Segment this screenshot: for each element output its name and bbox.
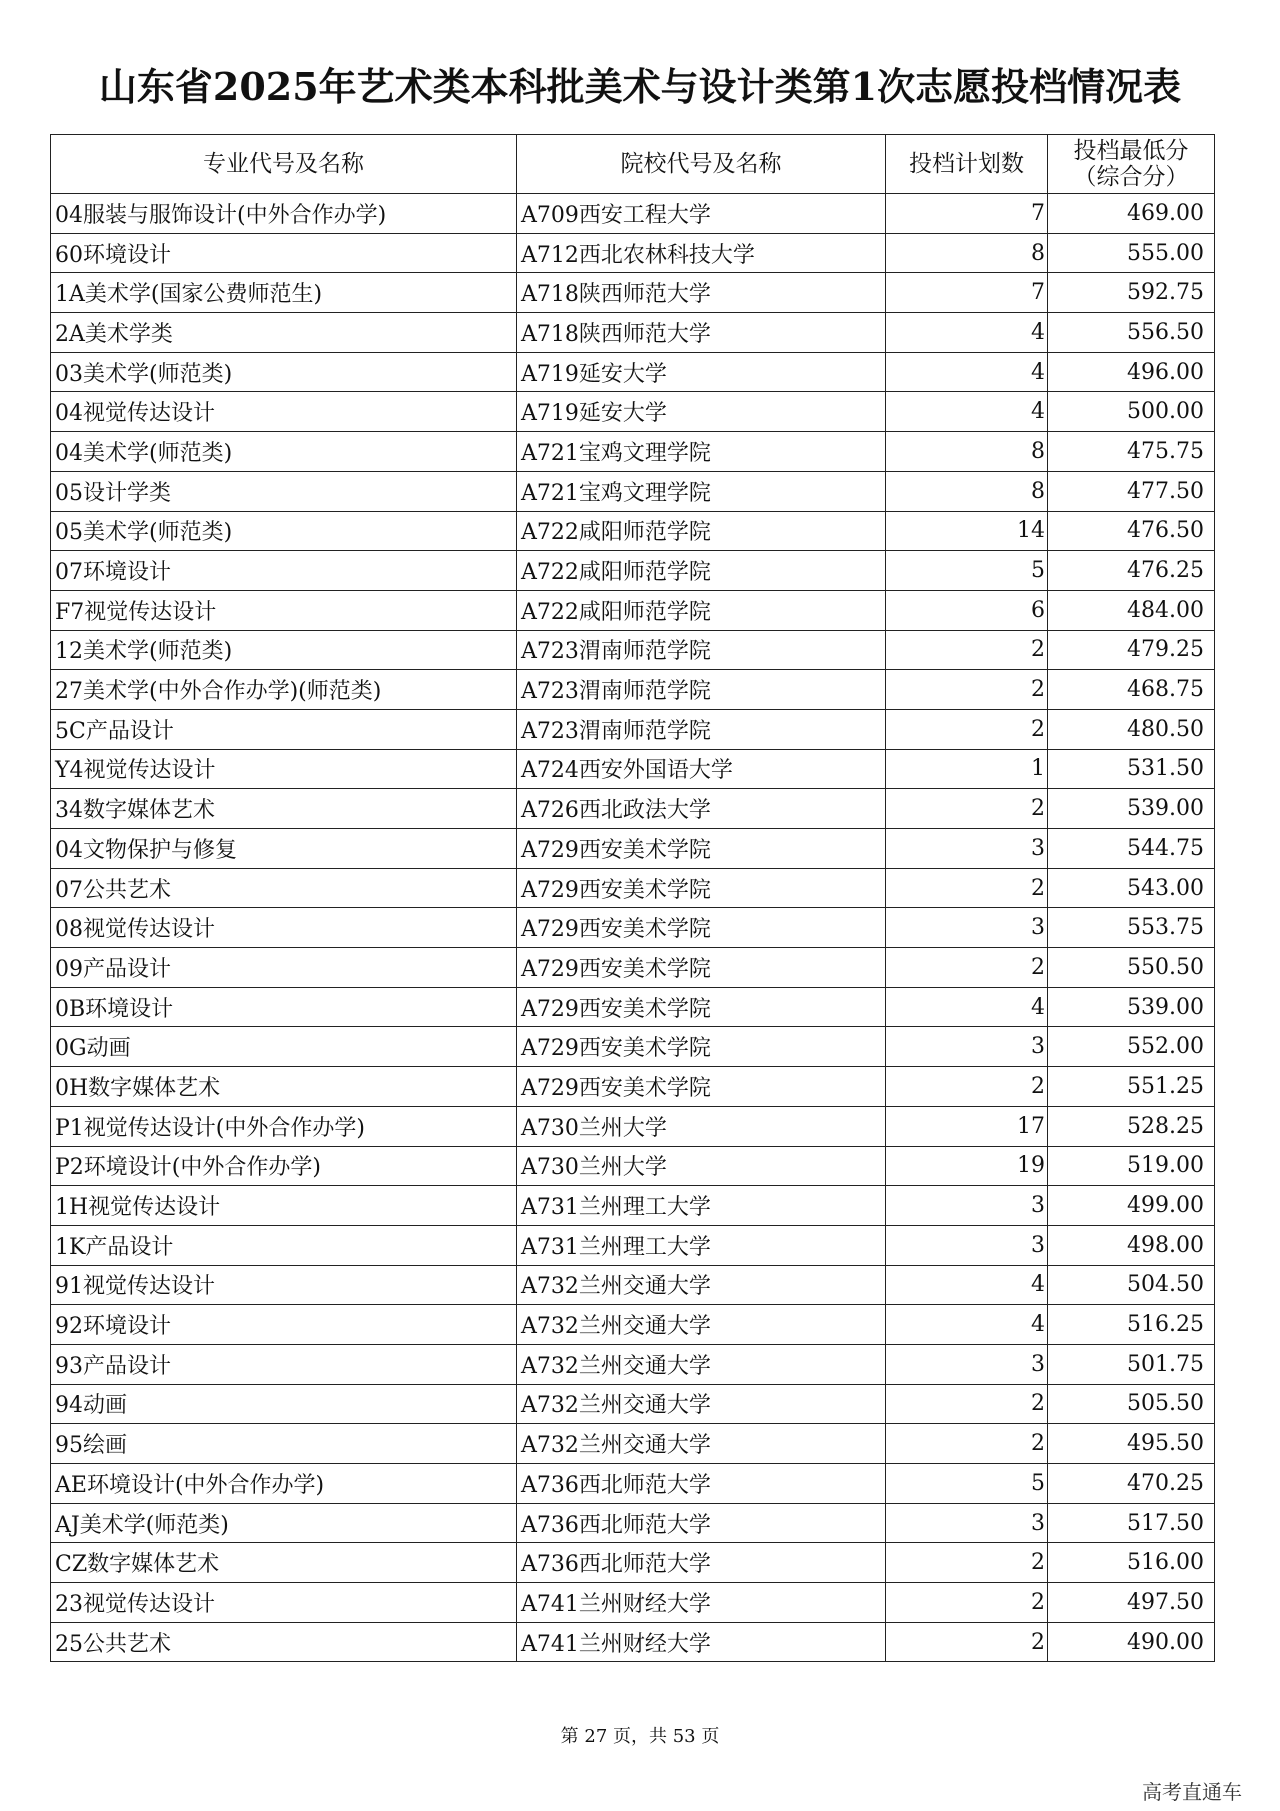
school-cell: A732兰州交通大学	[517, 1344, 886, 1384]
table-row	[51, 829, 1215, 869]
school-cell: A736西北师范大学	[517, 1543, 886, 1583]
plan-cell: 8	[886, 432, 1048, 472]
major-cell: 25公共艺术	[51, 1622, 517, 1662]
score-cell: 543.00	[1048, 868, 1215, 908]
school-cell: A732兰州交通大学	[517, 1305, 886, 1345]
plan-cell: 3	[886, 1027, 1048, 1067]
table-row	[51, 1265, 1215, 1305]
school-cell: A726西北政法大学	[517, 789, 886, 829]
watermark: 高考直通车	[1142, 1780, 1242, 1804]
school-cell: A723渭南师范学院	[517, 630, 886, 670]
major-cell: 07环境设计	[51, 551, 517, 591]
score-cell: 469.00	[1048, 194, 1215, 234]
score-cell: 592.75	[1048, 273, 1215, 313]
score-cell: 519.00	[1048, 1146, 1215, 1186]
score-cell: 484.00	[1048, 590, 1215, 630]
table-row	[51, 1186, 1215, 1226]
school-cell: A718陕西师范大学	[517, 273, 886, 313]
table-row	[51, 908, 1215, 948]
header-major: 专业代号及名称	[51, 135, 517, 194]
score-cell: 556.50	[1048, 313, 1215, 353]
table-row	[51, 392, 1215, 432]
table-row	[51, 1067, 1215, 1107]
school-cell: A732兰州交通大学	[517, 1424, 886, 1464]
table-row	[51, 630, 1215, 670]
plan-cell: 5	[886, 551, 1048, 591]
school-cell: A729西安美术学院	[517, 868, 886, 908]
table-row	[51, 1464, 1215, 1504]
plan-cell: 2	[886, 868, 1048, 908]
table-row	[51, 313, 1215, 353]
table-row	[51, 948, 1215, 988]
major-cell: 07公共艺术	[51, 868, 517, 908]
score-cell: 552.00	[1048, 1027, 1215, 1067]
score-cell: 528.25	[1048, 1106, 1215, 1146]
major-cell: 1A美术学(国家公费师范生)	[51, 273, 517, 313]
plan-cell: 3	[886, 1344, 1048, 1384]
header-plan: 投档计划数	[886, 135, 1048, 194]
table-row	[51, 749, 1215, 789]
plan-cell: 19	[886, 1146, 1048, 1186]
plan-cell: 2	[886, 948, 1048, 988]
table-row	[51, 273, 1215, 313]
plan-cell: 2	[886, 1543, 1048, 1583]
table-row	[51, 1583, 1215, 1623]
table-row	[51, 868, 1215, 908]
plan-cell: 3	[886, 1503, 1048, 1543]
score-cell: 497.50	[1048, 1583, 1215, 1623]
major-cell: 0H数字媒体艺术	[51, 1067, 517, 1107]
score-cell: 498.00	[1048, 1225, 1215, 1265]
plan-cell: 4	[886, 987, 1048, 1027]
school-cell: A731兰州理工大学	[517, 1225, 886, 1265]
major-cell: 04视觉传达设计	[51, 392, 517, 432]
table-row	[51, 1027, 1215, 1067]
plan-cell: 2	[886, 1622, 1048, 1662]
score-cell: 495.50	[1048, 1424, 1215, 1464]
plan-cell: 2	[886, 670, 1048, 710]
plan-cell: 6	[886, 590, 1048, 630]
table-row	[51, 551, 1215, 591]
school-cell: A722咸阳师范学院	[517, 590, 886, 630]
school-cell: A741兰州财经大学	[517, 1583, 886, 1623]
school-cell: A718陕西师范大学	[517, 313, 886, 353]
score-cell: 516.00	[1048, 1543, 1215, 1583]
major-cell: 91视觉传达设计	[51, 1265, 517, 1305]
school-cell: A719延安大学	[517, 392, 886, 432]
plan-cell: 2	[886, 709, 1048, 749]
school-cell: A729西安美术学院	[517, 948, 886, 988]
school-cell: A721宝鸡文理学院	[517, 432, 886, 472]
school-cell: A729西安美术学院	[517, 829, 886, 869]
table-row	[51, 1106, 1215, 1146]
major-cell: 04文物保护与修复	[51, 829, 517, 869]
plan-cell: 2	[886, 1424, 1048, 1464]
major-cell: 05美术学(师范类)	[51, 511, 517, 551]
score-cell: 475.75	[1048, 432, 1215, 472]
table-row	[51, 1225, 1215, 1265]
major-cell: 12美术学(师范类)	[51, 630, 517, 670]
major-cell: 93产品设计	[51, 1344, 517, 1384]
major-cell: 60环境设计	[51, 233, 517, 273]
school-cell: A730兰州大学	[517, 1106, 886, 1146]
school-cell: A719延安大学	[517, 352, 886, 392]
major-cell: 23视觉传达设计	[51, 1583, 517, 1623]
score-cell: 476.50	[1048, 511, 1215, 551]
table-row	[51, 590, 1215, 630]
header-score	[1048, 135, 1215, 194]
header-school: 院校代号及名称	[517, 135, 886, 194]
table-row	[51, 709, 1215, 749]
admission-table-container	[50, 134, 1214, 1662]
plan-cell: 4	[886, 1305, 1048, 1345]
major-cell: CZ数字媒体艺术	[51, 1543, 517, 1583]
table-row	[51, 511, 1215, 551]
table-row	[51, 432, 1215, 472]
major-cell: AE环境设计(中外合作办学)	[51, 1464, 517, 1504]
school-cell: A722咸阳师范学院	[517, 511, 886, 551]
table-row	[51, 789, 1215, 829]
table-row	[51, 1146, 1215, 1186]
score-cell: 550.50	[1048, 948, 1215, 988]
plan-cell: 4	[886, 1265, 1048, 1305]
major-cell: 94动画	[51, 1384, 517, 1424]
score-cell: 501.75	[1048, 1344, 1215, 1384]
school-cell: A732兰州交通大学	[517, 1384, 886, 1424]
score-cell: 539.00	[1048, 789, 1215, 829]
plan-cell: 2	[886, 789, 1048, 829]
school-cell: A729西安美术学院	[517, 1027, 886, 1067]
table-row	[51, 1503, 1215, 1543]
table-body	[51, 194, 1215, 1662]
page-number: 第 27 页，共 53 页	[560, 1726, 720, 1747]
plan-cell: 2	[886, 630, 1048, 670]
plan-cell: 3	[886, 1186, 1048, 1226]
plan-cell: 2	[886, 1067, 1048, 1107]
school-cell: A736西北师范大学	[517, 1464, 886, 1504]
score-cell: 490.00	[1048, 1622, 1215, 1662]
header-score-line1: 投档最低分	[1073, 138, 1189, 164]
score-cell: 544.75	[1048, 829, 1215, 869]
plan-cell: 4	[886, 392, 1048, 432]
plan-cell: 4	[886, 313, 1048, 353]
score-cell: 555.00	[1048, 233, 1215, 273]
major-cell: 04美术学(师范类)	[51, 432, 517, 472]
score-cell: 470.25	[1048, 1464, 1215, 1504]
school-cell: A729西安美术学院	[517, 987, 886, 1027]
score-cell: 480.50	[1048, 709, 1215, 749]
major-cell: 95绘画	[51, 1424, 517, 1464]
plan-cell: 8	[886, 233, 1048, 273]
school-cell: A736西北师范大学	[517, 1503, 886, 1543]
major-cell: 5C产品设计	[51, 709, 517, 749]
major-cell: P2环境设计(中外合作办学)	[51, 1146, 517, 1186]
major-cell: 34数字媒体艺术	[51, 789, 517, 829]
table-row	[51, 471, 1215, 511]
plan-cell: 4	[886, 352, 1048, 392]
school-cell: A721宝鸡文理学院	[517, 471, 886, 511]
score-cell: 505.50	[1048, 1384, 1215, 1424]
major-cell: 2A美术学类	[51, 313, 517, 353]
score-cell: 500.00	[1048, 392, 1215, 432]
school-cell: A712西北农林科技大学	[517, 233, 886, 273]
school-cell: A729西安美术学院	[517, 908, 886, 948]
school-cell: A730兰州大学	[517, 1146, 886, 1186]
plan-cell: 3	[886, 1225, 1048, 1265]
major-cell: Y4视觉传达设计	[51, 749, 517, 789]
school-cell: A724西安外国语大学	[517, 749, 886, 789]
score-cell: 553.75	[1048, 908, 1215, 948]
table-header-row	[51, 135, 1215, 194]
plan-cell: 8	[886, 471, 1048, 511]
major-cell: 1H视觉传达设计	[51, 1186, 517, 1226]
table-row	[51, 233, 1215, 273]
plan-cell: 7	[886, 194, 1048, 234]
school-cell: A741兰州财经大学	[517, 1622, 886, 1662]
score-cell: 468.75	[1048, 670, 1215, 710]
header-score-line2: （综合分）	[1073, 164, 1189, 190]
major-cell: 08视觉传达设计	[51, 908, 517, 948]
score-cell: 551.25	[1048, 1067, 1215, 1107]
score-cell: 479.25	[1048, 630, 1215, 670]
page-title: 山东省2025年艺术类本科批美术与设计类第1次志愿投档情况表	[98, 64, 1182, 109]
table-row	[51, 1543, 1215, 1583]
plan-cell: 5	[886, 1464, 1048, 1504]
table-row	[51, 1384, 1215, 1424]
plan-cell: 2	[886, 1583, 1048, 1623]
major-cell: 92环境设计	[51, 1305, 517, 1345]
plan-cell: 17	[886, 1106, 1048, 1146]
major-cell: F7视觉传达设计	[51, 590, 517, 630]
score-cell: 476.25	[1048, 551, 1215, 591]
score-cell: 516.25	[1048, 1305, 1215, 1345]
score-cell: 539.00	[1048, 987, 1215, 1027]
school-cell: A723渭南师范学院	[517, 670, 886, 710]
major-cell: 1K产品设计	[51, 1225, 517, 1265]
major-cell: 03美术学(师范类)	[51, 352, 517, 392]
score-cell: 517.50	[1048, 1503, 1215, 1543]
major-cell: 0B环境设计	[51, 987, 517, 1027]
table-row	[51, 1305, 1215, 1345]
score-cell: 531.50	[1048, 749, 1215, 789]
major-cell: P1视觉传达设计(中外合作办学)	[51, 1106, 517, 1146]
table-row	[51, 1424, 1215, 1464]
school-cell: A709西安工程大学	[517, 194, 886, 234]
plan-cell: 1	[886, 749, 1048, 789]
admission-table	[50, 134, 1215, 1662]
school-cell: A732兰州交通大学	[517, 1265, 886, 1305]
table-row	[51, 1622, 1215, 1662]
table-row	[51, 670, 1215, 710]
plan-cell: 2	[886, 1384, 1048, 1424]
table-row	[51, 352, 1215, 392]
school-cell: A729西安美术学院	[517, 1067, 886, 1107]
major-cell: 27美术学(中外合作办学)(师范类)	[51, 670, 517, 710]
score-cell: 504.50	[1048, 1265, 1215, 1305]
major-cell: 0G动画	[51, 1027, 517, 1067]
table-row	[51, 194, 1215, 234]
major-cell: 09产品设计	[51, 948, 517, 988]
table-row	[51, 987, 1215, 1027]
score-cell: 499.00	[1048, 1186, 1215, 1226]
score-cell: 477.50	[1048, 471, 1215, 511]
school-cell: A723渭南师范学院	[517, 709, 886, 749]
school-cell: A731兰州理工大学	[517, 1186, 886, 1226]
major-cell: 05设计学类	[51, 471, 517, 511]
table-row	[51, 1344, 1215, 1384]
plan-cell: 7	[886, 273, 1048, 313]
major-cell: 04服装与服饰设计(中外合作办学)	[51, 194, 517, 234]
plan-cell: 3	[886, 829, 1048, 869]
major-cell: AJ美术学(师范类)	[51, 1503, 517, 1543]
school-cell: A722咸阳师范学院	[517, 551, 886, 591]
plan-cell: 3	[886, 908, 1048, 948]
plan-cell: 14	[886, 511, 1048, 551]
score-cell: 496.00	[1048, 352, 1215, 392]
